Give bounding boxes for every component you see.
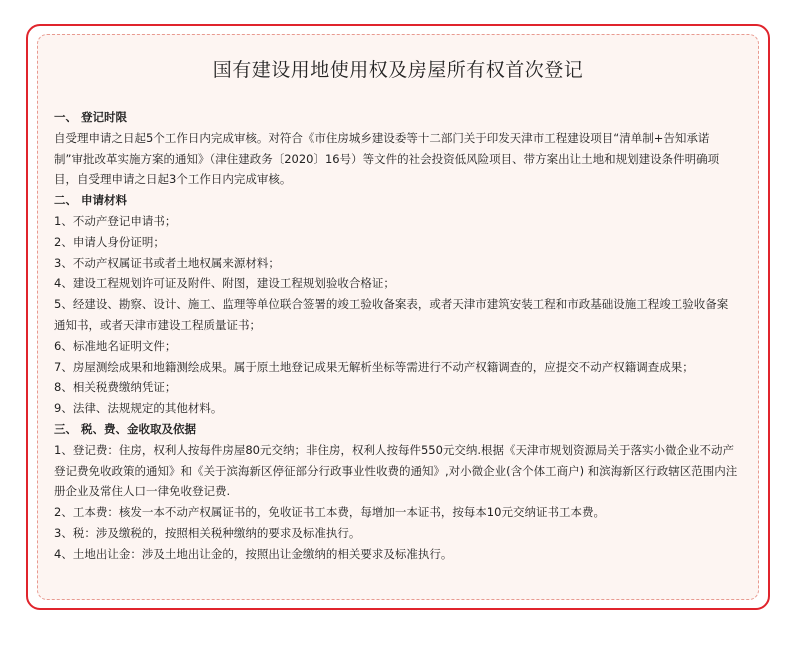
material-item: 2、申请人身份证明；	[54, 234, 165, 249]
section-heading-materials: 二、 申请材料	[54, 193, 128, 208]
material-item: 5、经建设、勘察、设计、施工、监理等单位联合签署的竣工验收备案表，或者天津市建筑安装工程和市政基础设施工程竣工验收备案通知书，或者天津市建设工程质量证书；	[54, 297, 729, 332]
card-frame	[26, 24, 770, 610]
fee-item: 4、土地出让金：涉及土地出让金的，按照出让金缴纳的相关要求及标准执行。	[54, 546, 453, 561]
material-item: 8、相关税费缴纳凭证；	[54, 380, 177, 395]
page-title: 国有建设用地使用权及房屋所有权首次登记	[212, 59, 584, 81]
card-inner	[37, 34, 759, 600]
section-heading-fees: 三、 税、费、金收取及依据	[54, 421, 197, 436]
time-limit-text: 自受理申请之日起5个工作日内完成审核。对符合《市住房城乡建设委等十二部门关于印发天津市工程建设项目“清单制+告知承诺制”审批改革实施方案的通知》（津住建政务〔2020〕16号）等文件的社会投资低风险项目、带方案出让土地和规划建设条件明确项目，自受理申请之日起3个工作日内完成审核。	[54, 130, 720, 187]
fee-item: 3、税：涉及缴税的，按照相关税种缴纳的要求及标准执行。	[54, 525, 361, 540]
fee-item: 2、工本费：核发一本不动产权属证书的，免收证书工本费，每增加一本证书，按每本10元交纳证书工本费。	[54, 505, 605, 520]
fee-item: 1、登记费：住房，权利人按每件房屋80元交纳；非住房，权利人按每件550元交纳.根据《天津市规划资源局关于落实小微企业不动产登记费免收政策的通知》和《关于滨海新区停征部分行政事业性收费的通知》,对小微企业(含个体工商户) 和滨海新区行政辖区范围内注册企业及常住人口一律免收登记费.	[54, 442, 738, 499]
material-item: 9、法律、法规规定的其他材料。	[54, 401, 223, 416]
material-item: 3、不动产权属证书或者土地权属来源材料；	[54, 255, 280, 270]
material-item: 4、建设工程规划许可证及附件、附图，建设工程规划验收合格证；	[54, 276, 395, 291]
content-body	[54, 107, 738, 565]
material-item: 7、房屋测绘成果和地籍测绘成果。属于原土地登记成果无解析坐标等需进行不动产权籍调查的，应提交不动产权籍调查成果；	[54, 359, 694, 374]
material-item: 6、标准地名证明文件；	[54, 338, 177, 353]
material-item: 1、不动产登记申请书；	[54, 213, 177, 228]
section-heading-time-limit: 一、 登记时限	[54, 110, 128, 124]
